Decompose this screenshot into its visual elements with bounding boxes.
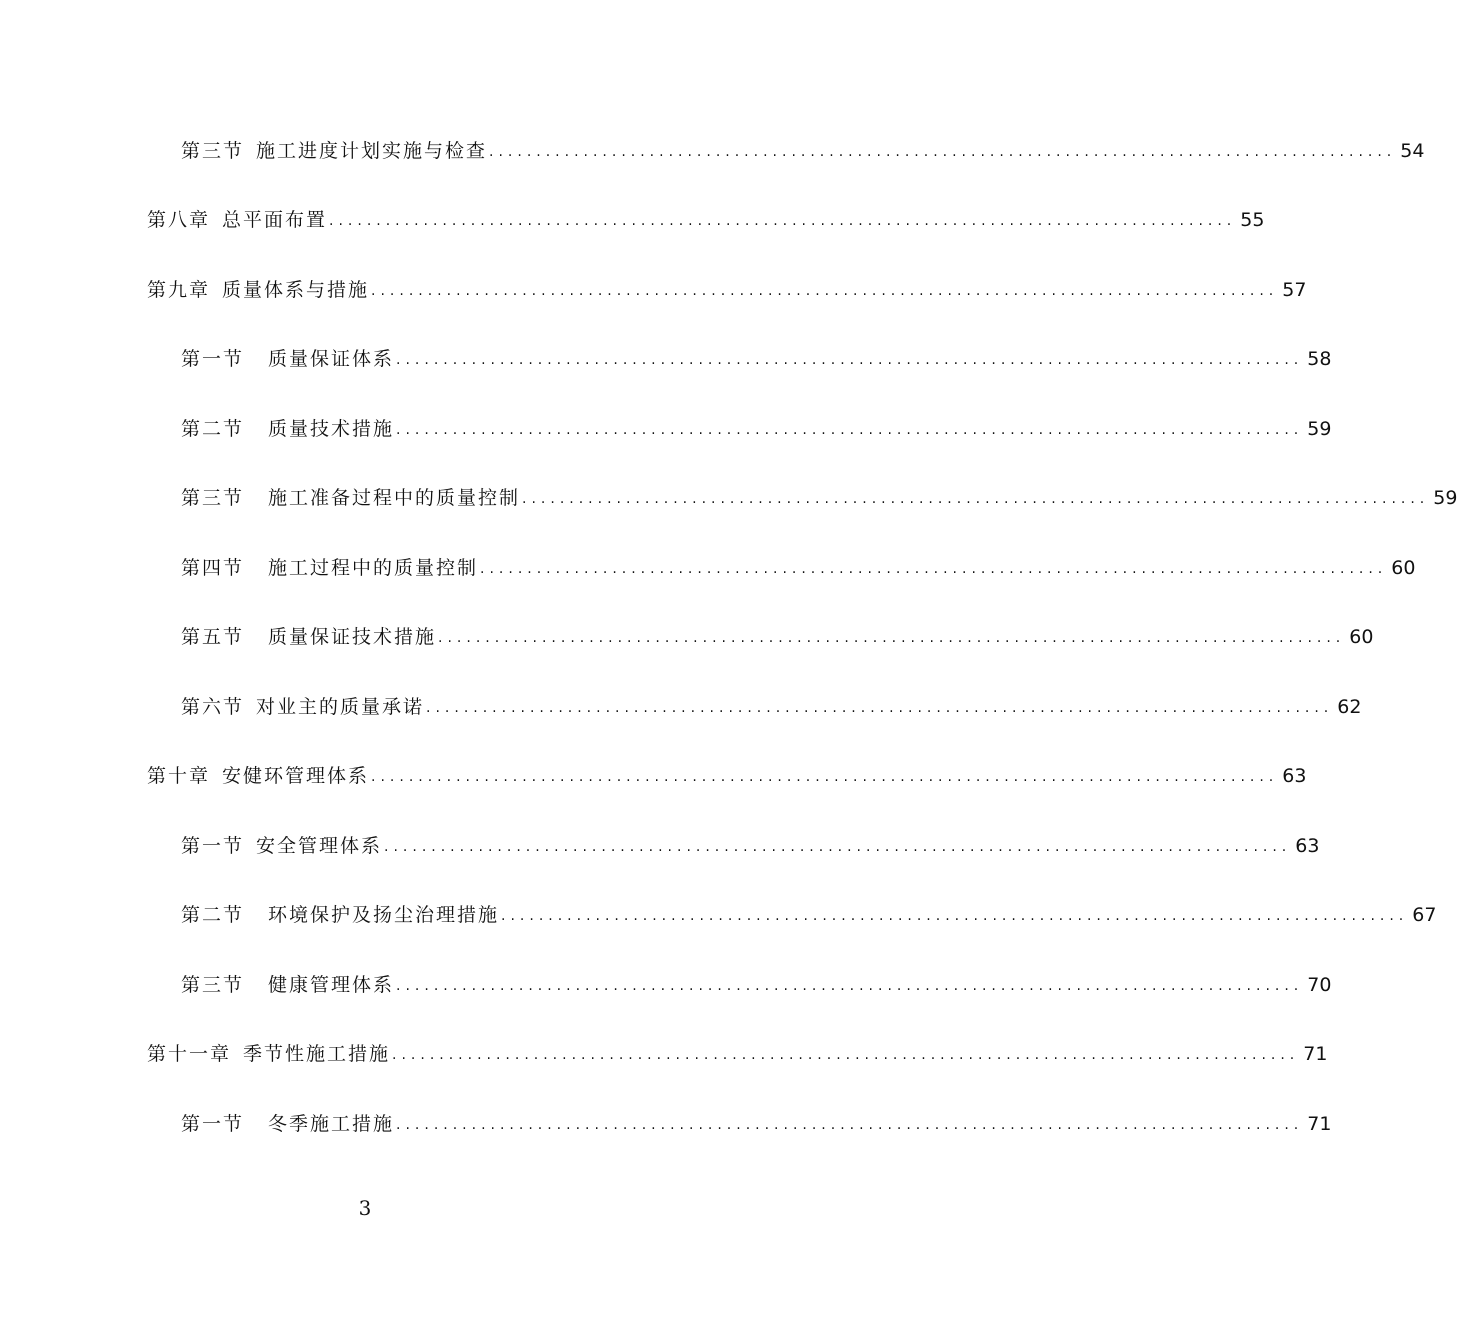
dot-leader: ................................................................................................ xyxy=(396,422,1304,438)
toc-entry-title: 安全管理体系 xyxy=(256,835,383,857)
toc-entry-page: 55 xyxy=(1240,209,1265,231)
toc-entry-label: 第十章 xyxy=(147,765,211,787)
dot-leader: ................................................................................................ xyxy=(501,908,1409,924)
toc-entry-title: 质量技术措施 xyxy=(268,418,395,440)
toc-entry-page: 60 xyxy=(1391,557,1416,579)
toc-entry-page: 70 xyxy=(1307,974,1332,996)
toc-entry-section[interactable] xyxy=(181,549,1416,579)
toc-entry-section[interactable] xyxy=(181,618,1374,648)
page-number: 3 xyxy=(358,1196,372,1220)
toc-entry-title: 总平面布置 xyxy=(222,209,328,231)
toc-entry-label: 第一节 xyxy=(181,1113,245,1135)
toc-entry-chapter[interactable] xyxy=(147,201,1265,231)
toc-entry-title: 施工过程中的质量控制 xyxy=(268,557,479,579)
toc-entry-title: 施工准备过程中的质量控制 xyxy=(268,487,521,509)
dot-leader: ................................................................................................ xyxy=(396,1117,1304,1133)
toc-entry-page: 63 xyxy=(1282,765,1307,787)
toc-entry-section[interactable] xyxy=(181,1105,1332,1135)
toc-entry-page: 54 xyxy=(1400,140,1425,162)
dot-leader: ................................................................................................ xyxy=(396,352,1304,368)
toc-entry-label: 第九章 xyxy=(147,279,211,301)
toc-entry-section[interactable] xyxy=(181,479,1457,509)
toc-entry-label: 第二节 xyxy=(181,904,245,926)
toc-entry-label: 第一节 xyxy=(181,348,245,370)
toc-entry-section[interactable] xyxy=(181,410,1332,440)
toc-entry-page: 59 xyxy=(1307,418,1332,440)
toc-entry-chapter[interactable] xyxy=(147,757,1307,787)
toc-entry-label: 第二节 xyxy=(181,418,245,440)
toc-entry-title: 质量保证体系 xyxy=(268,348,395,370)
toc-entry-label: 第三节 xyxy=(181,487,245,509)
toc-entry-page: 71 xyxy=(1303,1043,1328,1065)
dot-leader: ................................................................................................ xyxy=(384,839,1292,855)
toc-entry-title: 健康管理体系 xyxy=(268,974,395,996)
toc-entry-label: 第十一章 xyxy=(147,1043,232,1065)
toc-entry-label: 第一节 xyxy=(181,835,245,857)
dot-leader: ................................................................................................ xyxy=(480,561,1388,577)
toc-entry-section[interactable] xyxy=(181,688,1362,718)
toc-entry-page: 67 xyxy=(1412,904,1437,926)
toc-entry-title: 对业主的质量承诺 xyxy=(256,696,425,718)
toc-entry-page: 59 xyxy=(1433,487,1457,509)
dot-leader: ................................................................................................ xyxy=(371,769,1279,785)
dot-leader: ................................................................................................ xyxy=(329,213,1237,229)
dot-leader: ................................................................................................ xyxy=(438,630,1346,646)
toc-entry-title: 安健环管理体系 xyxy=(222,765,370,787)
toc-entry-chapter[interactable] xyxy=(147,1035,1328,1065)
dot-leader: ................................................................................................ xyxy=(392,1047,1300,1063)
toc-entry-label: 第三节 xyxy=(181,974,245,996)
toc-entry-section[interactable] xyxy=(181,966,1332,996)
dot-leader: ................................................................................................ xyxy=(426,700,1334,716)
toc-entry-title: 冬季施工措施 xyxy=(268,1113,395,1135)
dot-leader: ................................................................................................ xyxy=(396,978,1304,994)
toc-entry-chapter[interactable] xyxy=(147,271,1307,301)
toc-entry-title: 施工进度计划实施与检查 xyxy=(256,140,488,162)
toc-entry-section[interactable] xyxy=(181,132,1425,162)
dot-leader: ................................................................................................ xyxy=(371,283,1279,299)
toc-entry-label: 第三节 xyxy=(181,140,245,162)
dot-leader: ................................................................................................ xyxy=(489,144,1397,160)
toc-entry-section[interactable] xyxy=(181,827,1320,857)
toc-entry-title: 质量保证技术措施 xyxy=(268,626,437,648)
toc-entry-label: 第八章 xyxy=(147,209,211,231)
toc-entry-label: 第四节 xyxy=(181,557,245,579)
toc-entry-page: 57 xyxy=(1282,279,1307,301)
dot-leader: ................................................................................................ xyxy=(522,491,1430,507)
toc-entry-page: 60 xyxy=(1349,626,1374,648)
toc-entry-title: 质量体系与措施 xyxy=(222,279,370,301)
toc-entry-section[interactable] xyxy=(181,340,1332,370)
toc-entry-title: 季节性施工措施 xyxy=(243,1043,391,1065)
toc-entry-label: 第五节 xyxy=(181,626,245,648)
toc-entry-label: 第六节 xyxy=(181,696,245,718)
toc-entry-title: 环境保护及扬尘治理措施 xyxy=(268,904,500,926)
toc-entry-page: 62 xyxy=(1337,696,1362,718)
toc-entry-section[interactable] xyxy=(181,896,1437,926)
toc-entry-page: 71 xyxy=(1307,1113,1332,1135)
toc-entry-page: 58 xyxy=(1307,348,1332,370)
toc-entry-page: 63 xyxy=(1295,835,1320,857)
